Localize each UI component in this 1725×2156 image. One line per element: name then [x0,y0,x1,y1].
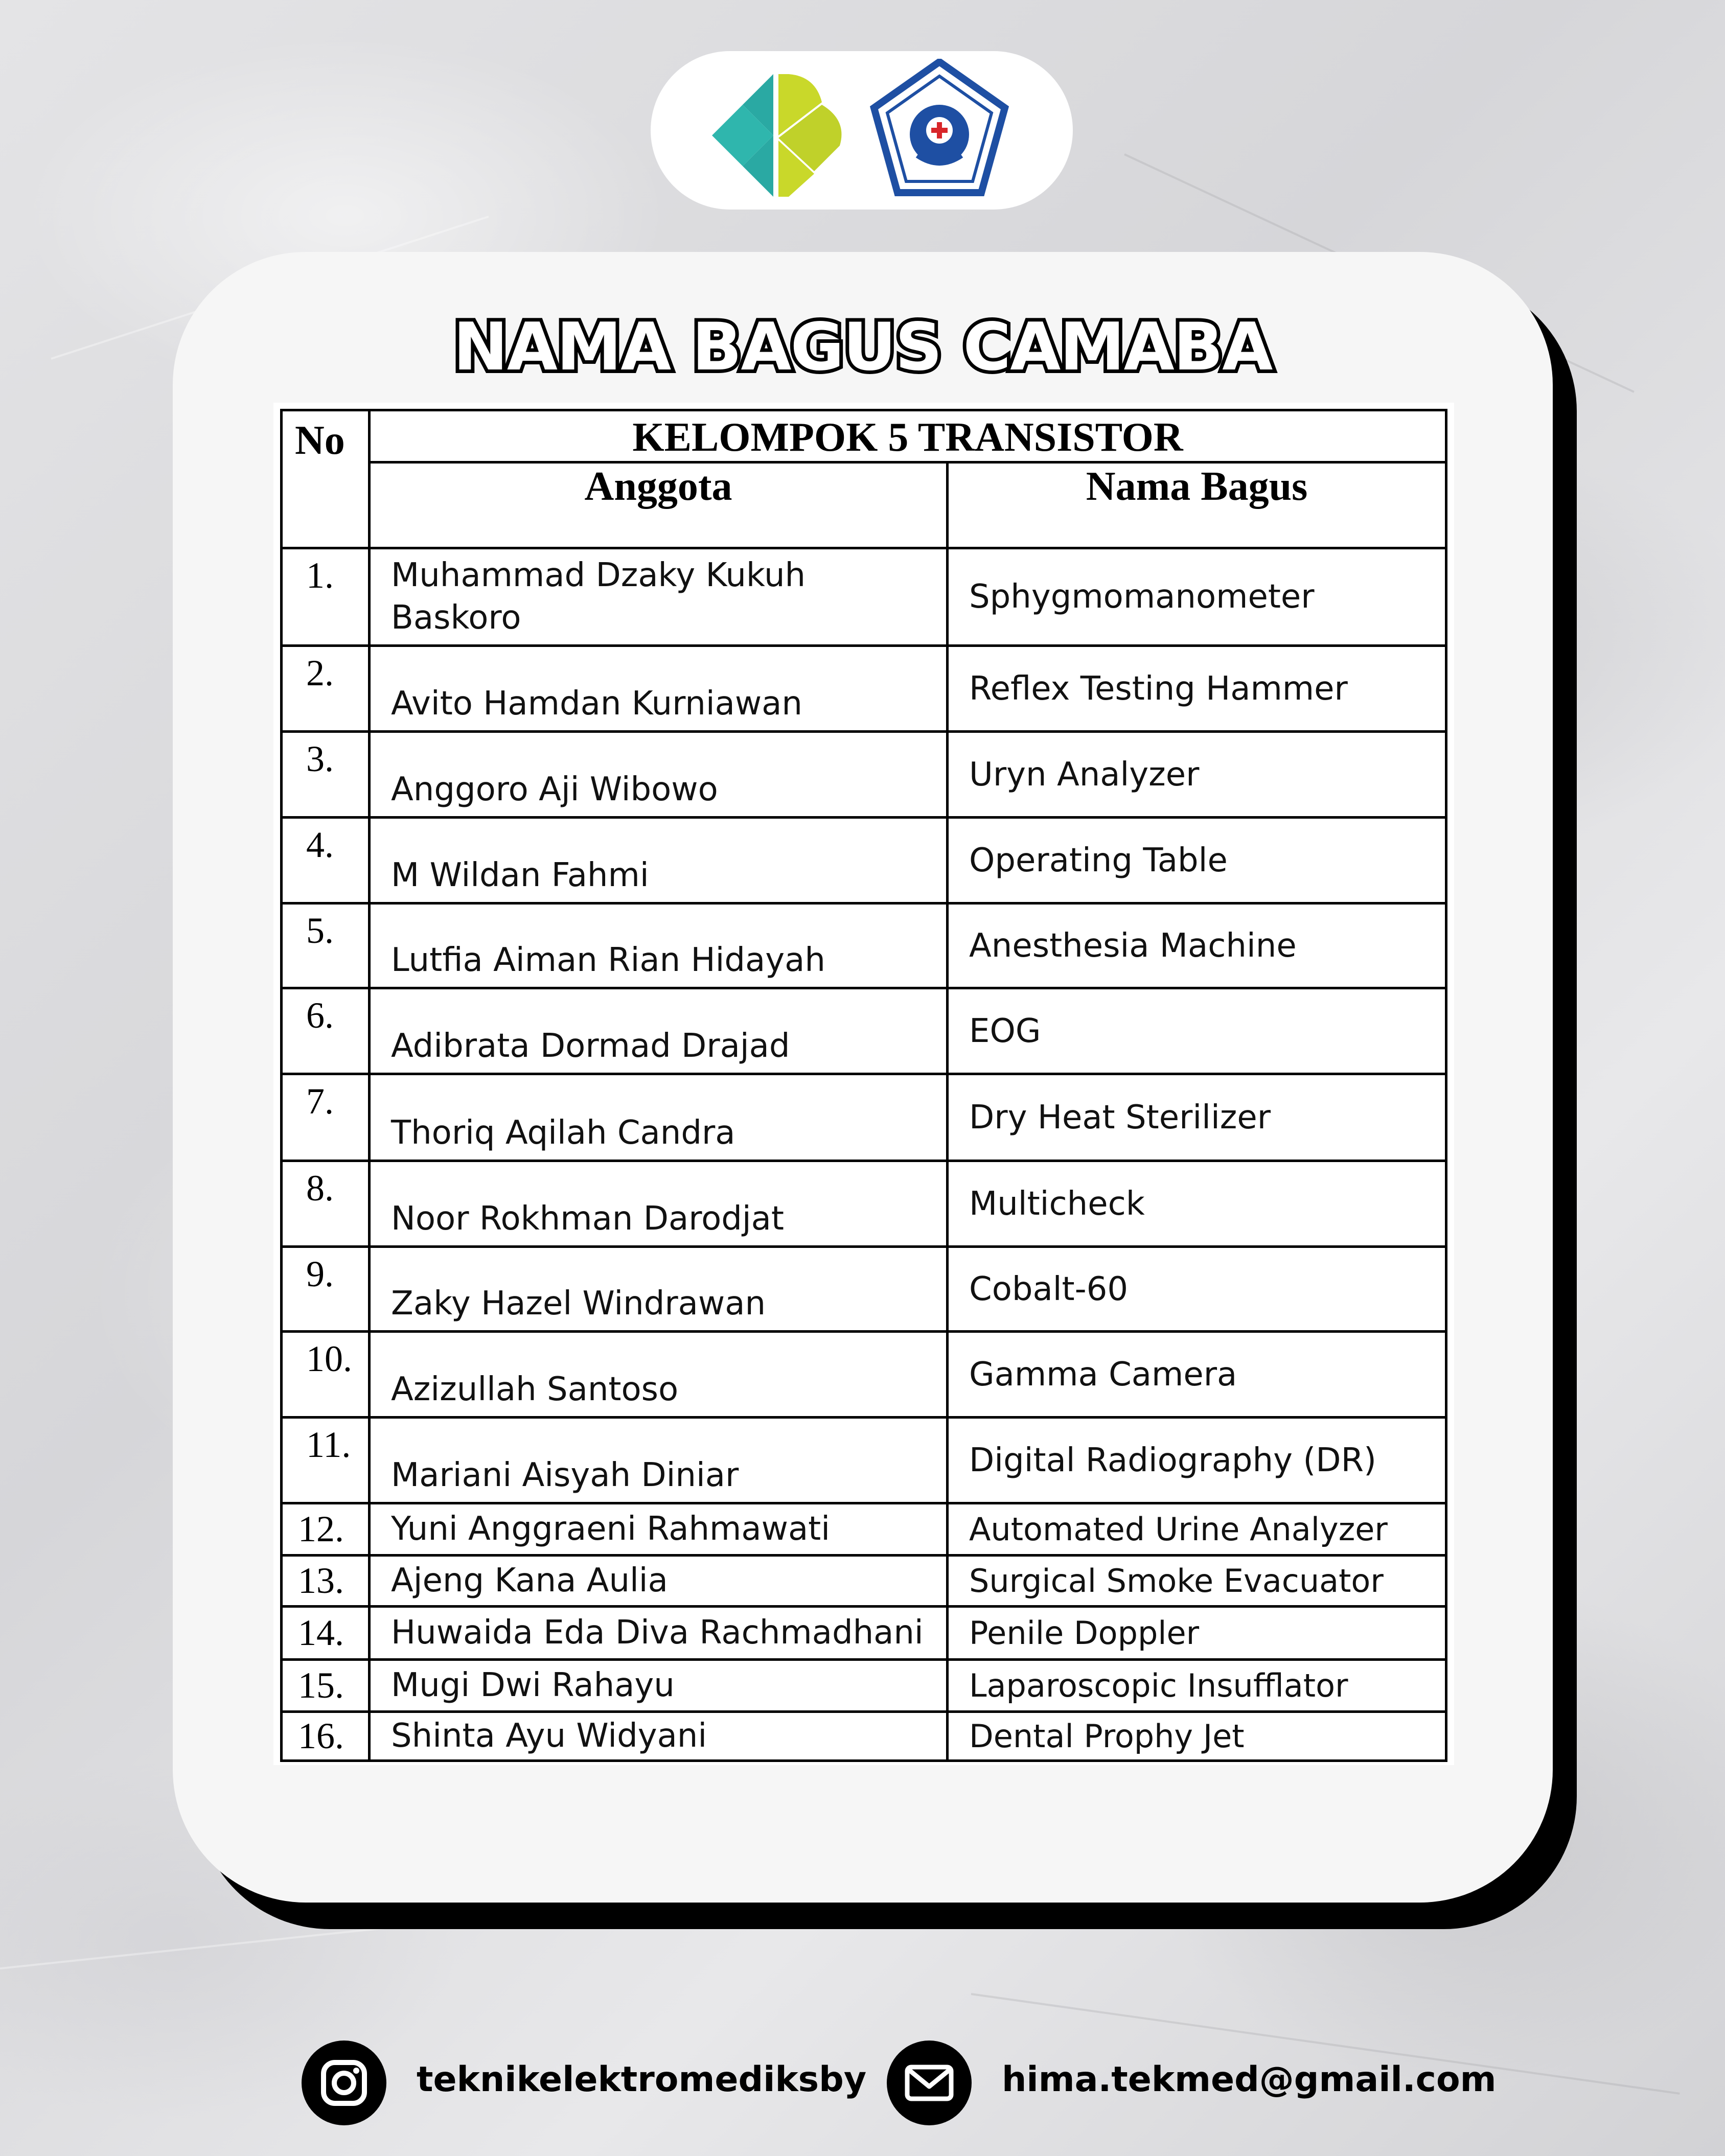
member-name: Shinta Ayu Widyani [370,1712,948,1761]
alias-name: Anesthesia Machine [948,903,1446,988]
row-number: 11. [282,1418,370,1503]
member-name: Adibrata Dormad Drajad [370,988,948,1074]
row-number: 13. [282,1556,370,1607]
page-title: NAMA BAGUS CAMABA [453,309,1272,385]
row-number: 8. [282,1161,370,1247]
row-number: 5. [282,903,370,988]
table-row [282,1247,1446,1332]
table-row [282,1503,1446,1556]
alias-name: Uryn Analyzer [948,732,1446,818]
alias-name: Gamma Camera [948,1332,1446,1418]
header-alias: Nama Bagus [948,462,1446,548]
row-number: 12. [282,1503,370,1556]
alias-name: Operating Table [948,818,1446,903]
kemenkes-logo [712,74,845,197]
row-number: 15. [282,1660,370,1712]
alias-name: Penile Doppler [948,1607,1446,1660]
row-number: 1. [282,548,370,646]
member-table [280,409,1447,1762]
logo-container [651,51,1073,210]
table-row [282,1074,1446,1161]
table-row [282,732,1446,818]
member-name: Mugi Dwi Rahayu [370,1660,948,1712]
member-name: Mariani Aisyah Diniar [370,1418,948,1503]
table-row [282,988,1446,1074]
alias-name: Dry Heat Sterilizer [948,1074,1446,1161]
member-name: Yuni Anggraeni Rahmawati [370,1503,948,1556]
alias-name: Automated Urine Analyzer [948,1503,1446,1556]
alias-name: EOG [948,988,1446,1074]
alias-name: Surgical Smoke Evacuator [948,1556,1446,1607]
alias-name: Reflex Testing Hammer [948,646,1446,732]
header-member: Anggota [370,462,948,548]
member-name: Noor Rokhman Darodjat [370,1161,948,1247]
member-name: Avito Hamdan Kurniawan [370,646,948,732]
table-row [282,1418,1446,1503]
member-name: Ajeng Kana Aulia [370,1556,948,1607]
table-row [282,1161,1446,1247]
row-number: 7. [282,1074,370,1161]
hima-logo [868,59,1011,202]
table-row [282,1660,1446,1712]
table-row [282,646,1446,732]
table-row [282,1556,1446,1607]
row-number: 14. [282,1607,370,1660]
row-number: 10. [282,1332,370,1418]
instagram-icon[interactable] [302,2041,386,2125]
member-name: Muhammad Dzaky Kukuh Baskoro [370,548,948,646]
member-name: Thoriq Aqilah Candra [370,1074,948,1161]
alias-name: Sphygmomanometer [948,548,1446,646]
table-row [282,1332,1446,1418]
row-number: 2. [282,646,370,732]
header-no: No [282,410,370,548]
alias-name: Laparoscopic Insufflator [948,1660,1446,1712]
row-number: 4. [282,818,370,903]
member-table-image [273,403,1454,1765]
table-row [282,903,1446,988]
table-row [282,548,1446,646]
member-name: Zaky Hazel Windrawan [370,1247,948,1332]
mail-icon[interactable] [887,2041,972,2125]
email-address[interactable]: hima.tekmed@gmail.com [1002,2059,1497,2100]
instagram-handle[interactable]: teknikelektromediksby [417,2059,867,2100]
alias-name: Digital Radiography (DR) [948,1418,1446,1503]
alias-name: Multicheck [948,1161,1446,1247]
row-number: 3. [282,732,370,818]
table-row [282,1607,1446,1660]
row-number: 9. [282,1247,370,1332]
member-name: M Wildan Fahmi [370,818,948,903]
table-row [282,1712,1446,1761]
header-group: KELOMPOK 5 TRANSISTOR [370,410,1446,462]
table-row [282,818,1446,903]
member-name: Anggoro Aji Wibowo [370,732,948,818]
member-name: Lutfia Aiman Rian Hidayah [370,903,948,988]
alias-name: Cobalt-60 [948,1247,1446,1332]
alias-name: Dental Prophy Jet [948,1712,1446,1761]
member-name: Huwaida Eda Diva Rachmadhani [370,1607,948,1660]
row-number: 16. [282,1712,370,1761]
member-name: Azizullah Santoso [370,1332,948,1418]
row-number: 6. [282,988,370,1074]
